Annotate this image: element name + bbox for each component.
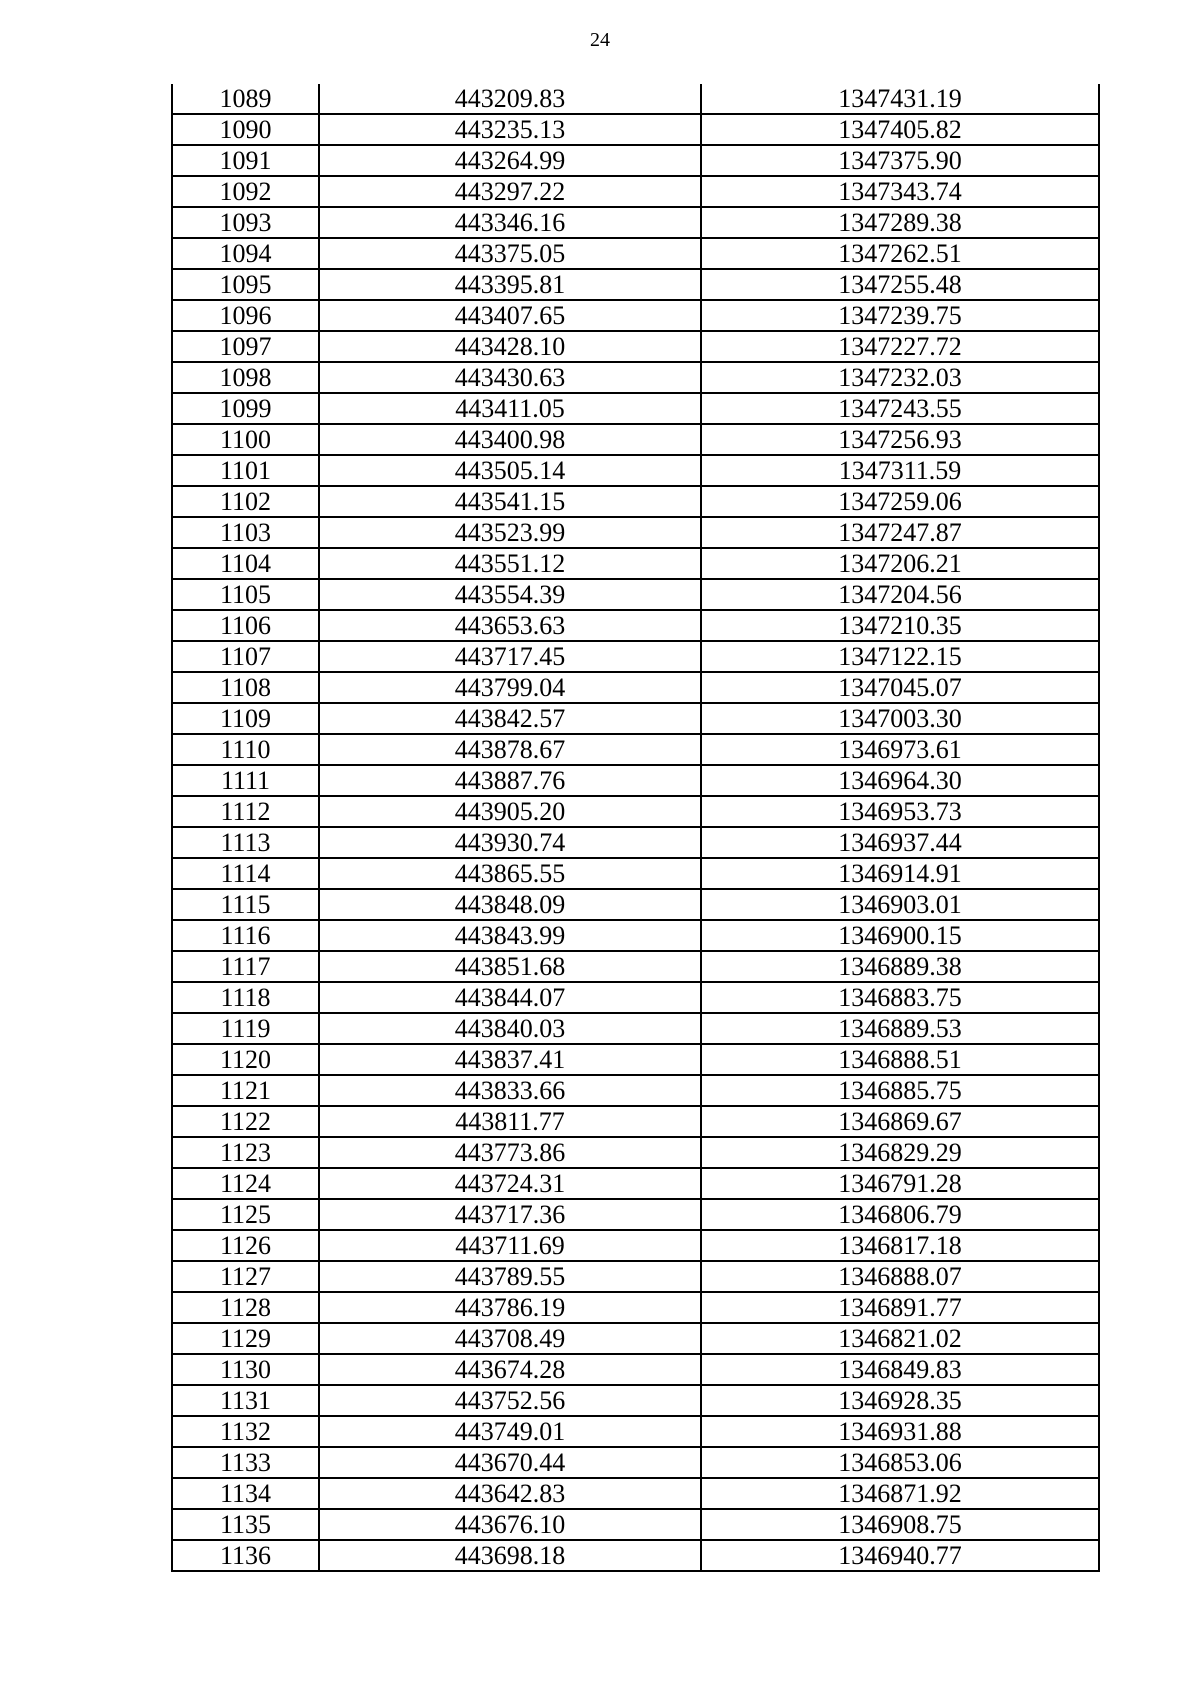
x-coordinate-cell: 443789.55 [319,1261,701,1292]
point-number-cell: 1092 [172,176,319,207]
x-coordinate-cell: 443878.67 [319,734,701,765]
y-coordinate-cell: 1347247.87 [701,517,1099,548]
x-coordinate-cell: 443430.63 [319,362,701,393]
point-number-cell: 1135 [172,1509,319,1540]
x-coordinate-cell: 443851.68 [319,951,701,982]
y-coordinate-cell: 1347343.74 [701,176,1099,207]
y-coordinate-cell: 1346806.79 [701,1199,1099,1230]
y-coordinate-cell: 1346869.67 [701,1106,1099,1137]
point-number-cell: 1102 [172,486,319,517]
point-number-cell: 1101 [172,455,319,486]
x-coordinate-cell: 443642.83 [319,1478,701,1509]
x-coordinate-cell: 443400.98 [319,424,701,455]
point-number-cell: 1127 [172,1261,319,1292]
x-coordinate-cell: 443811.77 [319,1106,701,1137]
x-coordinate-cell: 443842.57 [319,703,701,734]
y-coordinate-cell: 1346817.18 [701,1230,1099,1261]
table-row [172,1323,1099,1354]
y-coordinate-cell: 1346914.91 [701,858,1099,889]
point-number-cell: 1133 [172,1447,319,1478]
x-coordinate-cell: 443887.76 [319,765,701,796]
x-coordinate-cell: 443837.41 [319,1044,701,1075]
x-coordinate-cell: 443786.19 [319,1292,701,1323]
y-coordinate-cell: 1346888.51 [701,1044,1099,1075]
point-number-cell: 1105 [172,579,319,610]
point-number-cell: 1124 [172,1168,319,1199]
y-coordinate-cell: 1346871.92 [701,1478,1099,1509]
y-coordinate-cell: 1347204.56 [701,579,1099,610]
table-row [172,1261,1099,1292]
x-coordinate-cell: 443749.01 [319,1416,701,1447]
x-coordinate-cell: 443844.07 [319,982,701,1013]
table-row [172,920,1099,951]
table-row [172,207,1099,238]
y-coordinate-cell: 1347210.35 [701,610,1099,641]
table-row [172,548,1099,579]
y-coordinate-cell: 1347003.30 [701,703,1099,734]
point-number-cell: 1136 [172,1540,319,1571]
table-row [172,176,1099,207]
x-coordinate-cell: 443346.16 [319,207,701,238]
y-coordinate-cell: 1346888.07 [701,1261,1099,1292]
x-coordinate-cell: 443676.10 [319,1509,701,1540]
table-row [172,610,1099,641]
point-number-cell: 1109 [172,703,319,734]
x-coordinate-cell: 443551.12 [319,548,701,579]
table-row [172,1013,1099,1044]
table-row [172,1292,1099,1323]
table-row [172,796,1099,827]
table-row [172,486,1099,517]
x-coordinate-cell: 443848.09 [319,889,701,920]
point-number-cell: 1104 [172,548,319,579]
y-coordinate-cell: 1347256.93 [701,424,1099,455]
coordinates-table [171,84,1100,1572]
table-row [172,331,1099,362]
table-row [172,238,1099,269]
y-coordinate-cell: 1346889.38 [701,951,1099,982]
x-coordinate-cell: 443752.56 [319,1385,701,1416]
y-coordinate-cell: 1346891.77 [701,1292,1099,1323]
y-coordinate-cell: 1347122.15 [701,641,1099,672]
table-row [172,641,1099,672]
x-coordinate-cell: 443411.05 [319,393,701,424]
point-number-cell: 1095 [172,269,319,300]
x-coordinate-cell: 443209.83 [319,84,701,114]
table-row [172,1385,1099,1416]
y-coordinate-cell: 1346903.01 [701,889,1099,920]
table-row [172,1354,1099,1385]
table-row [172,1540,1099,1571]
point-number-cell: 1111 [172,765,319,796]
y-coordinate-cell: 1347311.59 [701,455,1099,486]
table-row [172,982,1099,1013]
x-coordinate-cell: 443717.45 [319,641,701,672]
point-number-cell: 1131 [172,1385,319,1416]
point-number-cell: 1123 [172,1137,319,1168]
point-number-cell: 1134 [172,1478,319,1509]
table-row [172,84,1099,114]
point-number-cell: 1118 [172,982,319,1013]
y-coordinate-cell: 1346900.15 [701,920,1099,951]
y-coordinate-cell: 1346908.75 [701,1509,1099,1540]
y-coordinate-cell: 1346973.61 [701,734,1099,765]
x-coordinate-cell: 443297.22 [319,176,701,207]
x-coordinate-cell: 443505.14 [319,455,701,486]
point-number-cell: 1090 [172,114,319,145]
x-coordinate-cell: 443407.65 [319,300,701,331]
point-number-cell: 1125 [172,1199,319,1230]
coordinates-table-body [172,84,1099,1571]
x-coordinate-cell: 443670.44 [319,1447,701,1478]
table-row [172,1478,1099,1509]
y-coordinate-cell: 1347206.21 [701,548,1099,579]
point-number-cell: 1121 [172,1075,319,1106]
table-row [172,734,1099,765]
x-coordinate-cell: 443717.36 [319,1199,701,1230]
point-number-cell: 1106 [172,610,319,641]
table-row [172,517,1099,548]
x-coordinate-cell: 443905.20 [319,796,701,827]
point-number-cell: 1108 [172,672,319,703]
y-coordinate-cell: 1347239.75 [701,300,1099,331]
table-row [172,703,1099,734]
y-coordinate-cell: 1346853.06 [701,1447,1099,1478]
x-coordinate-cell: 443843.99 [319,920,701,951]
table-row [172,858,1099,889]
point-number-cell: 1119 [172,1013,319,1044]
x-coordinate-cell: 443264.99 [319,145,701,176]
point-number-cell: 1113 [172,827,319,858]
table-row [172,455,1099,486]
point-number-cell: 1100 [172,424,319,455]
point-number-cell: 1112 [172,796,319,827]
point-number-cell: 1096 [172,300,319,331]
table-row [172,1230,1099,1261]
point-number-cell: 1114 [172,858,319,889]
y-coordinate-cell: 1347255.48 [701,269,1099,300]
table-row [172,269,1099,300]
point-number-cell: 1093 [172,207,319,238]
point-number-cell: 1107 [172,641,319,672]
y-coordinate-cell: 1347227.72 [701,331,1099,362]
point-number-cell: 1132 [172,1416,319,1447]
point-number-cell: 1091 [172,145,319,176]
y-coordinate-cell: 1346928.35 [701,1385,1099,1416]
x-coordinate-cell: 443708.49 [319,1323,701,1354]
x-coordinate-cell: 443554.39 [319,579,701,610]
x-coordinate-cell: 443773.86 [319,1137,701,1168]
table-row [172,1447,1099,1478]
table-row [172,1137,1099,1168]
y-coordinate-cell: 1347232.03 [701,362,1099,393]
y-coordinate-cell: 1346885.75 [701,1075,1099,1106]
table-row [172,1106,1099,1137]
y-coordinate-cell: 1347243.55 [701,393,1099,424]
point-number-cell: 1094 [172,238,319,269]
x-coordinate-cell: 443711.69 [319,1230,701,1261]
x-coordinate-cell: 443930.74 [319,827,701,858]
table-row [172,827,1099,858]
y-coordinate-cell: 1346964.30 [701,765,1099,796]
point-number-cell: 1117 [172,951,319,982]
x-coordinate-cell: 443653.63 [319,610,701,641]
y-coordinate-cell: 1347259.06 [701,486,1099,517]
point-number-cell: 1099 [172,393,319,424]
table-row [172,579,1099,610]
point-number-cell: 1126 [172,1230,319,1261]
y-coordinate-cell: 1346829.29 [701,1137,1099,1168]
point-number-cell: 1089 [172,84,319,114]
x-coordinate-cell: 443724.31 [319,1168,701,1199]
table-row [172,765,1099,796]
table-row [172,1168,1099,1199]
y-coordinate-cell: 1347262.51 [701,238,1099,269]
x-coordinate-cell: 443428.10 [319,331,701,362]
point-number-cell: 1110 [172,734,319,765]
x-coordinate-cell: 443375.05 [319,238,701,269]
table-row [172,1416,1099,1447]
point-number-cell: 1130 [172,1354,319,1385]
point-number-cell: 1122 [172,1106,319,1137]
x-coordinate-cell: 443235.13 [319,114,701,145]
x-coordinate-cell: 443865.55 [319,858,701,889]
point-number-cell: 1129 [172,1323,319,1354]
y-coordinate-cell: 1346883.75 [701,982,1099,1013]
y-coordinate-cell: 1346953.73 [701,796,1099,827]
point-number-cell: 1116 [172,920,319,951]
page-number: 24 [590,29,610,51]
y-coordinate-cell: 1346821.02 [701,1323,1099,1354]
point-number-cell: 1120 [172,1044,319,1075]
table-row [172,951,1099,982]
table-row [172,362,1099,393]
y-coordinate-cell: 1346940.77 [701,1540,1099,1571]
table-row [172,1075,1099,1106]
y-coordinate-cell: 1347431.19 [701,84,1099,114]
x-coordinate-cell: 443674.28 [319,1354,701,1385]
x-coordinate-cell: 443833.66 [319,1075,701,1106]
table-row [172,1509,1099,1540]
y-coordinate-cell: 1347045.07 [701,672,1099,703]
table-row [172,1044,1099,1075]
point-number-cell: 1103 [172,517,319,548]
table-row [172,889,1099,920]
y-coordinate-cell: 1346791.28 [701,1168,1099,1199]
y-coordinate-cell: 1346937.44 [701,827,1099,858]
y-coordinate-cell: 1347405.82 [701,114,1099,145]
x-coordinate-cell: 443523.99 [319,517,701,548]
table-row [172,393,1099,424]
point-number-cell: 1098 [172,362,319,393]
y-coordinate-cell: 1346931.88 [701,1416,1099,1447]
table-row [172,300,1099,331]
y-coordinate-cell: 1347375.90 [701,145,1099,176]
x-coordinate-cell: 443698.18 [319,1540,701,1571]
x-coordinate-cell: 443395.81 [319,269,701,300]
table-row [172,672,1099,703]
table-row [172,1199,1099,1230]
table-row [172,114,1099,145]
point-number-cell: 1097 [172,331,319,362]
table-row [172,424,1099,455]
y-coordinate-cell: 1347289.38 [701,207,1099,238]
x-coordinate-cell: 443541.15 [319,486,701,517]
x-coordinate-cell: 443799.04 [319,672,701,703]
point-number-cell: 1128 [172,1292,319,1323]
y-coordinate-cell: 1346889.53 [701,1013,1099,1044]
x-coordinate-cell: 443840.03 [319,1013,701,1044]
point-number-cell: 1115 [172,889,319,920]
table-row [172,145,1099,176]
y-coordinate-cell: 1346849.83 [701,1354,1099,1385]
